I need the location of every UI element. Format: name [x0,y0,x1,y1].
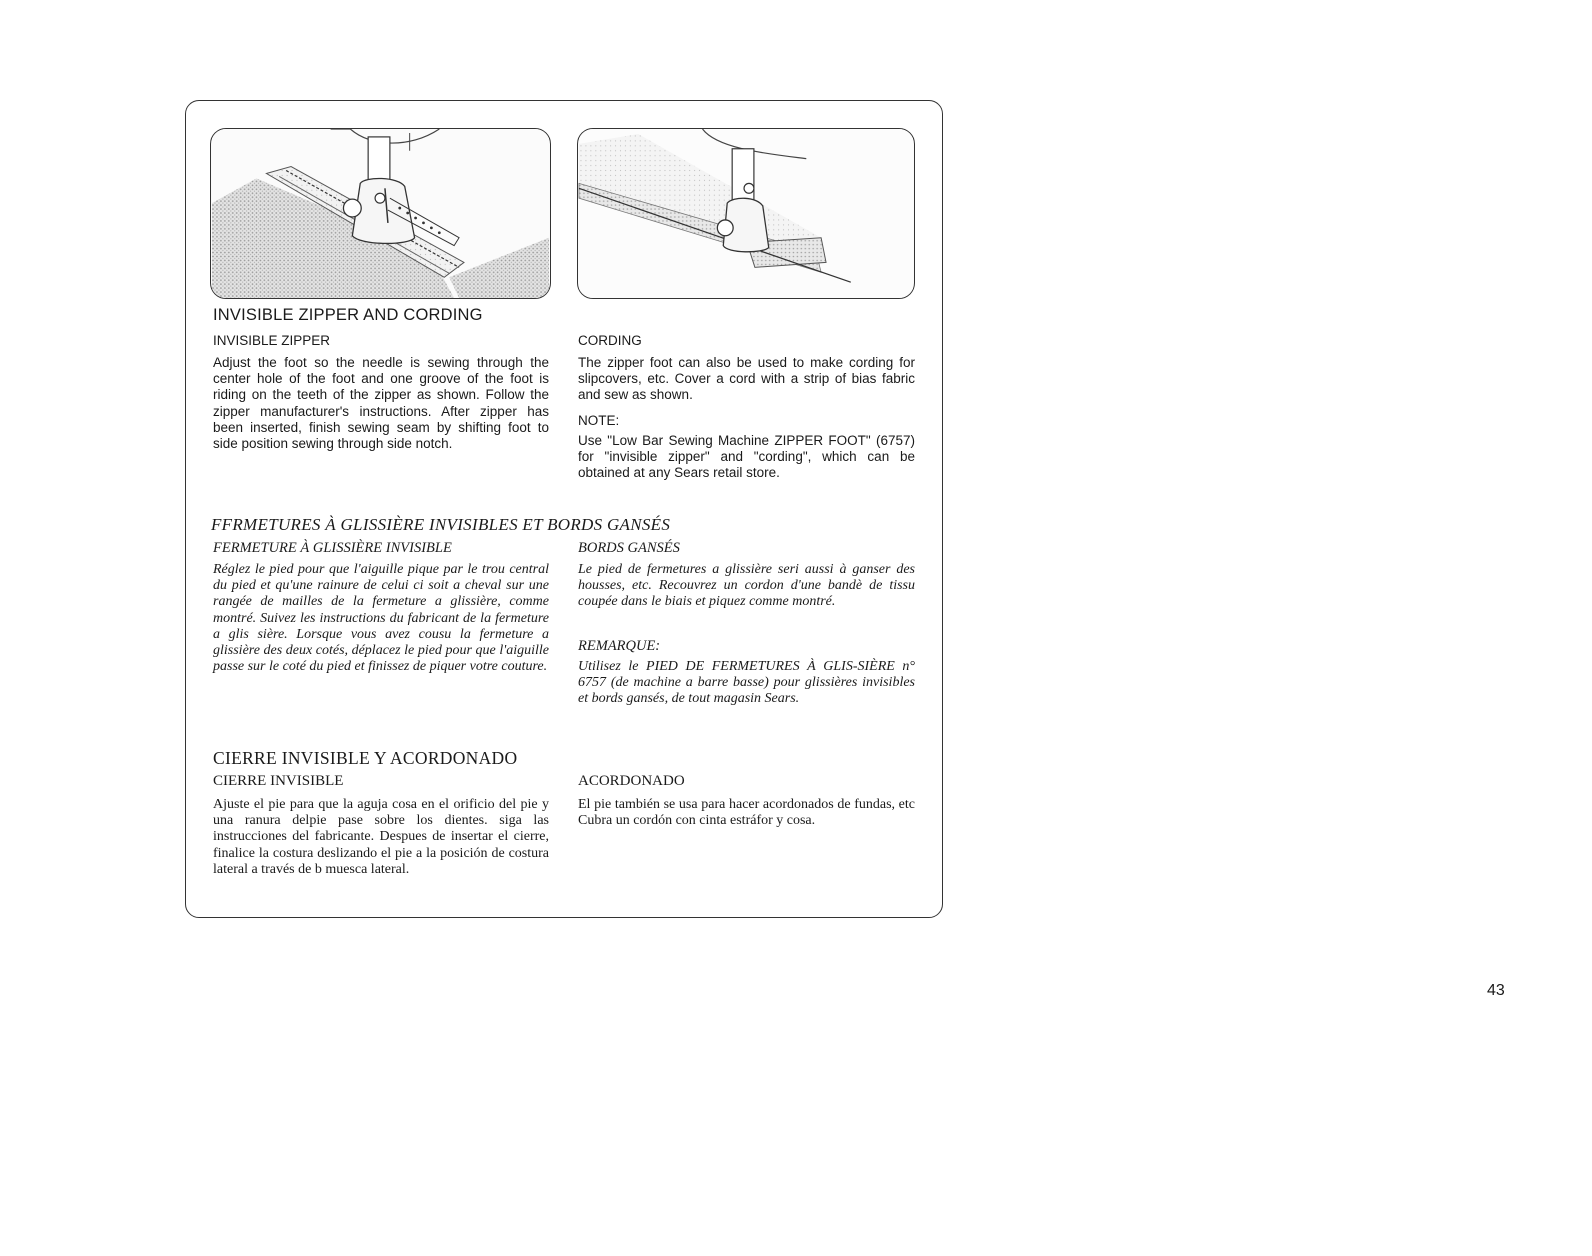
page-number: 43 [1487,982,1505,999]
french-note-text: Utilisez le PIED DE FERMETURES À GLIS-SIÈRE n° 6757 (de machine a barre basse) pour glissières invisibles et bords gansés, de tout magasin Sears. [578,659,915,707]
english-note-heading: NOTE: [578,413,620,428]
french-note-heading: REMARQUE: [578,638,661,654]
cording-illustration [577,128,915,299]
spanish-zipper-instructions: Ajuste el pie para que la aguja cosa en el orificio del pie y una ranura delpie pase sobre los dientes. siga las instrucciones del fabricante. Despues de insertar el cierre, finalice la costura deslizando el pie a la posición de costura lateral a través de b muesca lateral. [213,797,549,877]
french-cording-instructions: Le pied de fermetures a glissière seri aussi à ganser des housses, etc. Recouvrez un cordon d'une bandè de tissu coupée dans le biais et piquez comme montré. [578,562,915,610]
cording-drawing [578,129,914,298]
french-cording-heading: BORDS GANSÉS [578,540,680,556]
french-zipper-instructions: Réglez le pied pour que l'aiguille pique par le trou central du pied et qu'une rainure de celui ci soit a cheval sur une rangée de mailles de la fermeture a glissière, comme montré. Suivez les instructions du fabricant de la fermeture a glis sière. Lorsque vous avez cousu la fermeture a glissière des deux cotés, déplacez le pied pour que l'aiguille passe sur le coté du pied et finissez de piquer votre couture. [213,562,549,675]
spanish-section-title: CIERRE INVISIBLE Y ACORDONADO [213,748,518,768]
spanish-cording-instructions: El pie también se usa para hacer acordonados de fundas, etc Cubra un cordón con cinta estráfor y cosa. [578,797,915,829]
english-section-title: INVISIBLE ZIPPER AND CORDING [213,306,483,324]
zipper-foot-drawing [211,129,550,298]
french-zipper-heading: FERMETURE À GLISSIÈRE INVISIBLE [213,540,452,556]
english-cording-instructions: The zipper foot can also be used to make cording for slipcovers, etc. Cover a cord with a strip of bias fabric and sew as shown. [578,355,915,403]
english-zipper-instructions: Adjust the foot so the needle is sewing through the center hole of the foot and one groove of the foot is riding on the teeth of the zipper as shown. Follow the zipper manufacturer's instructions. After zipper has been inserted, finish sewing seam by shifting foot to side position sewing through side notch. [213,355,549,452]
spanish-zipper-heading: CIERRE INVISIBLE [213,773,344,789]
french-section-title: FFRMETURES À GLISSIÈRE INVISIBLES ET BORDS GANSÉS [211,515,671,534]
english-zipper-heading: INVISIBLE ZIPPER [213,333,331,348]
zipper-foot-illustration [210,128,551,299]
english-note-text: Use "Low Bar Sewing Machine ZIPPER FOOT" (6757) for "invisible zipper" and "cording", which can be obtained at any Sears retail store. [578,433,915,481]
english-cording-heading: CORDING [578,333,642,348]
spanish-cording-heading: ACORDONADO [578,773,685,789]
